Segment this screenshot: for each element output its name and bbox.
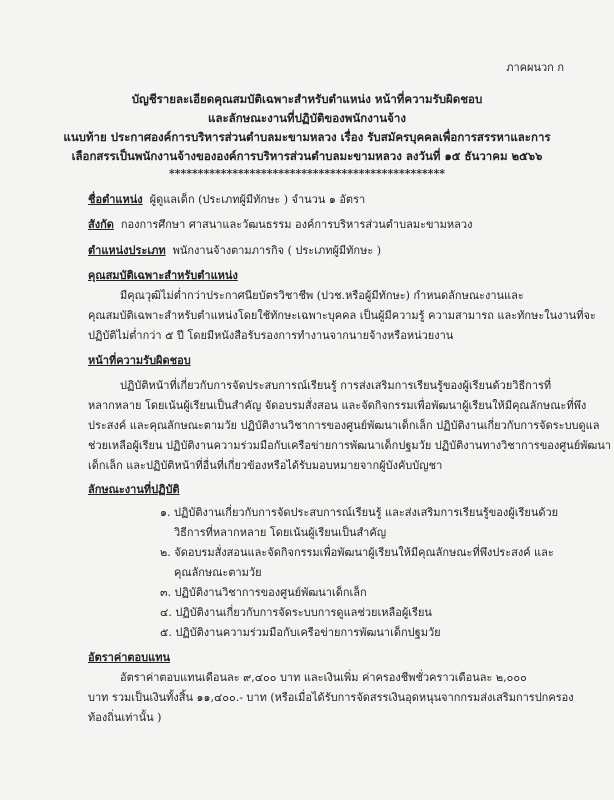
type-value: พนักงานจ้างตามภารกิจ ( ประเภทผู้มีทักษะ ) (172, 244, 382, 257)
header-line-1: บัญชีรายละเอียดคุณสมบัติเฉพาะสำหรับตำแหน่ง หน้าที่ความรับผิดชอบ (131, 92, 483, 106)
duties-line-5: เด็กเล็ก และปฏิบัติหน้าที่อื่นที่เกี่ยวข้องหรือได้รับมอบหมายจากผู้บังคับบัญชา (88, 459, 443, 472)
position-label: ชื่อตำแหน่ง (88, 193, 143, 206)
type-row (88, 241, 381, 260)
work-item-2-cont: คุณลักษณะตามวัย (174, 566, 262, 579)
work-item-2: ๒. จัดอบรมสั่งสอนและจัดกิจกรรมเพื่อพัฒนาผู้เรียนให้มีคุณลักษณะที่พึงประสงค์ และ (160, 546, 554, 559)
header-line-2: และลักษณะงานที่ปฏิบัติของพนักงานจ้าง (208, 111, 406, 125)
affiliation-label: สังกัด (88, 218, 114, 231)
header-line-4: เลือกสรรเป็นพนักงานจ้างขององค์การบริหารส่วนตำบลมะขามหลวง ลงวันที่ ๑๕ ธันวาคม ๒๕๖๖ (71, 149, 543, 163)
affiliation-value: กองการศึกษา ศาสนาและวัฒนธรรม องค์การบริหารส่วนตำบลมะขามหลวง (120, 218, 473, 231)
duties-heading: หน้าที่ความรับผิดชอบ (88, 354, 191, 367)
work-item-4: ๔. ปฏิบัติงานเกี่ยวกับการจัดระบบการดูแลช่วยเหลือผู้เรียน (160, 606, 432, 619)
work-heading: ลักษณะงานที่ปฏิบัติ (88, 483, 180, 496)
type-label: ตำแหน่งประเภท (88, 244, 166, 257)
salary-line-3: ท้องถิ่นเท่านั้น ) (88, 711, 162, 724)
duties-line-1: ปฏิบัติหน้าที่เกี่ยวกับการจัดประสบการณ์เรียนรู้ การส่งเสริมการเรียนรู้ของผู้เรียนด้วยวิธีการที่ (120, 379, 552, 392)
qualifications-line-3: ปฏิบัติไม่ต่ำกว่า ๕ ปี โดยมีหนังสือรับรองการทำงานจากนายจ้างหรือหน่วยงาน (88, 329, 454, 342)
salary-line-1: อัตราค่าตอบแทนเดือนละ ๙,๔๐๐ บาท และเงินเพิ่ม ค่าครองชีพชั่วคราวเดือนละ ๒,๐๐๐ (120, 671, 527, 684)
duties-line-4: ช่วยเหลือผู้เรียน ปฏิบัติงานความร่วมมือกับเครือข่ายการพัฒนาเด็กปฐมวัย ปฏิบัติงานทางวิชาการของศูนย์พัฒนา (88, 439, 612, 452)
document-header (60, 90, 554, 183)
work-item-1: ๑. ปฏิบัติงานเกี่ยวกับการจัดประสบการณ์เรียนรู้ และส่งเสริมการเรียนรู้ของผู้เรียนด้วย (160, 506, 559, 519)
header-separator: ************************************************ (168, 167, 446, 180)
position-row (88, 190, 365, 209)
qualifications-line-1: มีคุณวุฒิไม่ต่ำกว่าประกาศนียบัตรวิชาชีพ (ปวช.หรือผู้มีทักษะ) กำหนดลักษณะงานและ (120, 289, 524, 302)
work-item-1-cont: วิธีการที่หลากหลาย โดยเน้นผู้เรียนเป็นสำคัญ (174, 526, 387, 539)
work-item-5: ๕. ปฏิบัติงานความร่วมมือกับเครือข่ายการพัฒนาเด็กปฐมวัย (160, 626, 441, 639)
affiliation-row (88, 215, 472, 234)
duties-line-2: หลากหลาย โดยเน้นผู้เรียนเป็นสำคัญ จัดอบรมสั่งสอน และจัดกิจกรรมเพื่อพัฒนาผู้เรียนให้มีคุณลักษณะที่พึง (88, 399, 587, 412)
qualifications-heading: คุณสมบัติเฉพาะสำหรับตำแหน่ง (88, 269, 238, 282)
qualifications-line-2: คุณสมบัติเฉพาะสำหรับตำแหน่งโดยใช้ทักษะเฉพาะบุคคล เป็นผู้มีความรู้ ความสามารถ และทักษะในงานที่จะ (88, 309, 596, 322)
header-line-3: แนบท้าย ประกาศองค์การบริหารส่วนตำบลมะขามหลวง เรื่อง รับสมัครบุคคลเพื่อการสรรหาและการ (63, 130, 551, 144)
salary-heading: อัตราค่าตอบแทน (88, 651, 170, 664)
salary-line-2: บาท รวมเป็นเงินทั้งสิ้น ๑๑,๔๐๐.- บาท (หรือเมื่อได้รับการจัดสรรเงินอุดหนุนจากกรมส่งเสริมการปกครอง (88, 691, 574, 704)
position-value: ผู้ดูแลเด็ก (ประเภทผู้มีทักษะ ) จำนวน ๑ อัตรา (149, 193, 366, 206)
annex-label: ภาคผนวก ก (506, 61, 564, 74)
work-item-3: ๓. ปฏิบัติงานวิชาการของศูนย์พัฒนาเด็กเล็ก (160, 586, 367, 599)
duties-line-3: ประสงค์ และคุณลักษณะตามวัย ปฏิบัติงานวิชาการของศูนย์พัฒนาเด็กเล็ก ปฏิบัติงานเกี่ยวกับการจัดระบบดูแล (88, 419, 600, 432)
